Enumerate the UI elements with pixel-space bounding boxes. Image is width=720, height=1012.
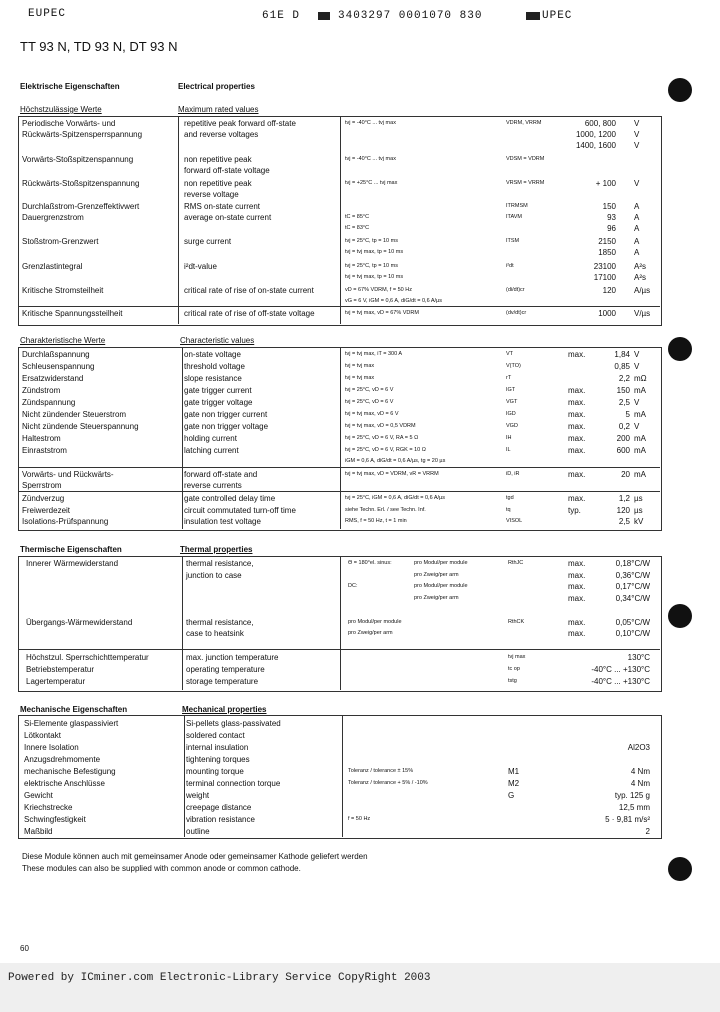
row-value: 2150 — [598, 237, 616, 246]
row-symbol: VGD — [506, 423, 518, 429]
row-value: 4 Nm — [630, 779, 650, 788]
row-value: 4 Nm — [630, 767, 650, 776]
row-divider — [18, 649, 660, 650]
row-label-de: Höchstzul. Sperrschichttemperatur — [26, 653, 149, 662]
row-value: 17100 — [593, 273, 616, 282]
punch-hole-icon — [668, 78, 692, 102]
row-condition: tvj = +25°C ... tvj max — [345, 180, 398, 186]
column-divider — [340, 556, 341, 690]
row-value: 150 — [616, 386, 630, 395]
row-unit: kV — [634, 517, 644, 526]
row-symbol: (dv/dt)cr — [506, 310, 527, 316]
row-condition: DC: — [348, 583, 358, 589]
row-condition: RMS, f = 50 Hz, t = 1 min — [345, 518, 407, 524]
row-value: 23100 — [593, 262, 616, 271]
row-unit: V — [634, 119, 640, 128]
row-qualifier: max. — [568, 571, 586, 580]
row-label-de: Rückwärts-Spitzensperrspannung — [22, 130, 143, 139]
row-symbol: tq — [506, 507, 511, 513]
row-condition: tvj = 25°C, tp = 10 ms — [345, 263, 398, 269]
section-max-en: Maximum rated values — [178, 105, 259, 114]
row-condition: tvj = tvj max, vD = 67% VDRM — [345, 310, 419, 316]
row-value: 120 — [616, 506, 630, 515]
row-unit: A — [634, 248, 640, 257]
row-label-de: Periodische Vorwärts- und — [22, 119, 116, 128]
row-value: 20 — [621, 470, 630, 479]
row-unit: mA — [634, 446, 646, 455]
column-divider — [342, 715, 343, 837]
row-label-en: RMS on-state current — [184, 202, 261, 211]
row-label-en: surge current — [184, 237, 232, 246]
row-label-en: non repetitive peak — [184, 179, 252, 188]
row-qualifier: max. — [568, 422, 586, 431]
row-symbol: tstg — [508, 678, 517, 684]
note-en: These modules can also be supplied with common anode or common cathode. — [22, 864, 301, 873]
row-label-en: internal insulation — [186, 743, 249, 752]
row-symbol: ITRMSM — [506, 203, 528, 209]
row-label-de: Haltestrom — [22, 434, 61, 443]
row-divider — [18, 467, 660, 468]
row-condition: tvj = 25°C, vD = 6 V, RGK = 10 Ω — [345, 447, 426, 453]
row-label-de: Betriebstemperatur — [26, 665, 95, 674]
row-value: 200 — [616, 434, 630, 443]
row-symbol: IH — [506, 435, 512, 441]
row-unit: mΩ — [634, 374, 647, 383]
row-symbol: VDSM = VDRM — [506, 156, 545, 162]
row-symbol: tvj max — [508, 654, 526, 660]
row-unit: µs — [634, 494, 643, 503]
row-symbol: IGD — [506, 411, 516, 417]
row-label-de: Anzugsdrehmomente — [24, 755, 101, 764]
row-value: 1,2 — [618, 494, 630, 503]
row-label-en: max. junction temperature — [186, 653, 279, 662]
row-condition: tC = 83°C — [345, 225, 370, 231]
row-label-de: Rückwärts-Stoßspitzenspannung — [22, 179, 140, 188]
row-symbol: tc op — [508, 666, 520, 672]
section-electrical-en: Electrical properties — [178, 82, 255, 91]
row-qualifier: max. — [568, 410, 586, 419]
row-condition: tvj = tvj max, tp = 10 ms — [345, 274, 404, 280]
row-label-en: critical rate of rise of on-state current — [184, 286, 314, 295]
row-label-en: holding current — [184, 434, 237, 443]
row-label-de: Isolations-Prüfspannung — [22, 517, 109, 526]
row-label-de: Schwingfestigkeit — [24, 815, 86, 824]
row-symbol: IL — [506, 447, 511, 453]
row-symbol: (di/dt)cr — [506, 287, 525, 293]
row-label-de: Lötkontakt — [24, 731, 61, 740]
row-label-de: Lagertemperatur — [26, 677, 86, 686]
row-label-de: Zündverzug — [22, 494, 65, 503]
row-symbol: V(TO) — [506, 363, 521, 369]
row-label-de: Si-Elemente glaspassiviert — [24, 719, 119, 728]
row-value: typ. 125 g — [614, 791, 650, 800]
footer-copyright: Powered by ICminer.com Electronic-Library Service CopyRight 2003 — [8, 972, 431, 984]
row-label-de: Kritische Spannungssteilheit — [22, 309, 123, 318]
header-code: 61E D — [262, 10, 301, 22]
row-qualifier: max. — [568, 559, 586, 568]
column-divider — [182, 347, 183, 529]
section-electrical-de: Elektrische Eigenschaften — [20, 82, 120, 91]
row-label-en: gate trigger current — [184, 386, 252, 395]
row-label-de: Ersatzwiderstand — [22, 374, 84, 383]
row-qualifier: typ. — [568, 506, 581, 515]
row-label-en: average on-state current — [184, 213, 272, 222]
section-max-de: Höchstzulässige Werte — [20, 105, 102, 114]
row-symbol: ITAVM — [506, 214, 522, 220]
row-condition-2: pro Zweig/per arm — [414, 595, 459, 601]
row-label-en: slope resistance — [184, 374, 242, 383]
row-symbol: VISOL — [506, 518, 523, 524]
row-value: 2,5 — [618, 398, 630, 407]
row-value: 0,10°C/W — [615, 629, 650, 638]
row-symbol: rT — [506, 375, 512, 381]
row-condition: tC = 85°C — [345, 214, 370, 220]
row-label-en: soldered contact — [186, 731, 245, 740]
row-label-de: Nicht zündender Steuerstrom — [22, 410, 127, 419]
row-label-de: Durchlaßspannung — [22, 350, 90, 359]
brand-logo: EUPEC — [28, 8, 67, 20]
row-qualifier: max. — [568, 629, 586, 638]
footer-bar — [0, 963, 720, 1012]
row-label-en: on-state voltage — [184, 350, 241, 359]
row-condition: tvj = tvj max, vD = VDRM, vR = VRRM — [345, 471, 439, 477]
row-label-en: tightening torques — [186, 755, 250, 764]
header-barcode: 3403297 0001070 830 — [338, 10, 483, 22]
row-symbol: G — [508, 791, 515, 800]
row-label-de: Vorwärts-Stoßspitzenspannung — [22, 155, 134, 164]
row-unit: mA — [634, 386, 646, 395]
row-symbol: i²dt — [506, 263, 514, 269]
row-condition: tvj = -40°C ... tvj max — [345, 120, 396, 126]
row-qualifier: max. — [568, 446, 586, 455]
row-label-de: Innerer Wärmewiderstand — [26, 559, 119, 568]
row-condition: tvj = tvj max, vD = 0,5 VDRM — [345, 423, 416, 429]
row-label-en: gate controlled delay time — [184, 494, 276, 503]
row-unit: V/µs — [634, 309, 651, 318]
row-qualifier: max. — [568, 470, 586, 479]
row-label-de: Kriechstrecke — [24, 803, 73, 812]
row-label-de: Maßbild — [24, 827, 53, 836]
section-char-en: Characteristic values — [180, 336, 255, 345]
row-value: 2,5 — [618, 517, 630, 526]
row-label-en: forward off-state and — [184, 470, 258, 479]
row-label-en: outline — [186, 827, 210, 836]
row-label-en: junction to case — [186, 571, 242, 580]
row-qualifier: max. — [568, 618, 586, 627]
row-qualifier: max. — [568, 386, 586, 395]
row-label-en: and reverse voltages — [184, 130, 259, 139]
row-label-de: Dauergrenzstrom — [22, 213, 84, 222]
row-condition: tvj = -40°C ... tvj max — [345, 156, 396, 162]
punch-hole-icon — [668, 337, 692, 361]
row-qualifier: max. — [568, 582, 586, 591]
row-condition: tvj = tvj max — [345, 375, 375, 381]
row-label-en: circuit commutated turn-off time — [184, 506, 296, 515]
row-label-en: vibration resistance — [186, 815, 255, 824]
row-unit: V — [634, 179, 640, 188]
row-label-en: reverse currents — [184, 481, 242, 490]
row-unit: mA — [634, 410, 646, 419]
row-symbol: M2 — [508, 779, 520, 788]
row-value: 12,5 mm — [618, 803, 650, 812]
row-value: 0,05°C/W — [615, 618, 650, 627]
row-label-en: thermal resistance, — [186, 559, 254, 568]
row-value: 5 — [625, 410, 630, 419]
row-condition: tvj = 25°C, vD = 6 V — [345, 399, 394, 405]
punch-hole-icon — [668, 604, 692, 628]
row-label-de: Gewicht — [24, 791, 53, 800]
row-condition: tvj = tvj max — [345, 363, 375, 369]
row-label-de: Stoßstrom-Grenzwert — [22, 237, 99, 246]
row-symbol: VT — [506, 351, 514, 357]
row-unit: A — [634, 202, 640, 211]
row-symbol: RthCK — [508, 619, 525, 625]
row-value: -40°C ... +130°C — [591, 677, 650, 686]
row-symbol: VRSM = VRRM — [506, 180, 545, 186]
row-condition: Θ = 180°el. sinus: — [348, 560, 392, 566]
row-value: 93 — [607, 213, 616, 222]
row-symbol: iD, iR — [506, 471, 520, 477]
row-unit: A²s — [634, 262, 646, 271]
section-thermal-en: Thermal properties — [180, 545, 253, 554]
row-unit: V — [634, 130, 640, 139]
row-value: 2,2 — [618, 374, 630, 383]
row-value: + 100 — [595, 179, 616, 188]
row-label-en: gate non trigger voltage — [184, 422, 269, 431]
row-condition: siehe Techn. Erl. / see Techn. Inf. — [345, 507, 426, 513]
section-thermal-de: Thermische Eigenschaften — [20, 545, 122, 554]
punch-hole-icon — [668, 857, 692, 881]
row-symbol: VDRM, VRRM — [506, 120, 542, 126]
row-label-en: case to heatsink — [186, 629, 244, 638]
row-value: 0,2 — [618, 422, 630, 431]
row-label-en: gate trigger voltage — [184, 398, 253, 407]
row-qualifier: max. — [568, 434, 586, 443]
row-label-en: latching current — [184, 446, 239, 455]
row-label-en: mounting torque — [186, 767, 244, 776]
barcode-mark-icon — [318, 12, 330, 20]
row-value: 130°C — [627, 653, 650, 662]
row-qualifier: max. — [568, 398, 586, 407]
row-unit: V — [634, 141, 640, 150]
row-value: 1400, 1600 — [575, 141, 616, 150]
row-label-en: creepage distance — [186, 803, 252, 812]
row-value: Al2O3 — [627, 743, 650, 752]
row-condition: tvj = tvj max, tp = 10 ms — [345, 249, 404, 255]
row-value: 600 — [616, 446, 630, 455]
row-label-en: threshold voltage — [184, 362, 245, 371]
row-unit: A²s — [634, 273, 646, 282]
row-label-de: Innere Isolation — [24, 743, 79, 752]
row-unit: mA — [634, 470, 646, 479]
row-value: 150 — [602, 202, 616, 211]
column-divider — [184, 715, 185, 837]
row-condition: f = 50 Hz — [348, 816, 371, 822]
row-label-de: Freiwerdezeit — [22, 506, 71, 515]
row-unit: µs — [634, 506, 643, 515]
page-title: TT 93 N, TD 93 N, DT 93 N — [20, 39, 178, 54]
row-unit: mA — [634, 434, 646, 443]
row-condition: tvj = 25°C, vD = 6 V — [345, 387, 394, 393]
row-qualifier: max. — [568, 594, 586, 603]
row-unit: V — [634, 362, 640, 371]
row-label-en: weight — [186, 791, 210, 800]
row-label-en: storage temperature — [186, 677, 259, 686]
row-value: 0,85 — [614, 362, 630, 371]
row-label-de: Grenzlastintegral — [22, 262, 83, 271]
row-label-de: Nicht zündende Steuerspannung — [22, 422, 139, 431]
row-condition: Toleranz / tolerance + 5% / -10% — [348, 780, 428, 786]
row-value: 1000 — [598, 309, 616, 318]
row-unit: A/µs — [634, 286, 651, 295]
page-number: 60 — [20, 944, 29, 953]
section-mech-en: Mechanical properties — [182, 705, 267, 714]
row-label-de: Schleusenspannung — [22, 362, 95, 371]
row-condition: tvj = 25°C, vD = 6 V, RA = 5 Ω — [345, 435, 419, 441]
row-condition-2: pro Modul/per module — [414, 583, 468, 589]
row-divider — [18, 491, 660, 492]
row-condition: Toleranz / tolerance ± 15% — [348, 768, 414, 774]
row-label-de: Einraststrom — [22, 446, 67, 455]
row-value: -40°C ... +130°C — [591, 665, 650, 674]
row-condition: tvj = 25°C, tp = 10 ms — [345, 238, 398, 244]
row-condition: tvj = 25°C, iGM = 0,6 A, diG/dt = 0,6 A/µs — [345, 495, 445, 501]
row-label-de: mechanische Befestigung — [24, 767, 116, 776]
row-qualifier: max. — [568, 350, 586, 359]
note-de: Diese Module können auch mit gemeinsamer Anode oder gemeinsamer Kathode geliefert werden — [22, 852, 368, 861]
row-value: 0,18°C/W — [615, 559, 650, 568]
row-symbol: RthJC — [508, 560, 524, 566]
row-value: 96 — [607, 224, 616, 233]
row-label-de: Durchlaßstrom-Grenzeffektivwert — [22, 202, 140, 211]
row-label-en: Si-pellets glass-passivated — [186, 719, 281, 728]
row-condition: vD = 67% VDRM, f = 50 Hz — [345, 287, 412, 293]
row-condition: iGM = 0,6 A, diG/dt = 0,6 A/µs, tg = 20 µs — [345, 458, 446, 464]
column-divider — [182, 556, 183, 690]
row-value: 1,84 — [614, 350, 630, 359]
row-value: 0,34°C/W — [615, 594, 650, 603]
row-label-de: Übergangs-Wärmewiderstand — [26, 618, 133, 627]
row-value: 1000, 1200 — [575, 130, 616, 139]
row-condition: vG = 6 V, iGM = 0,6 A, diG/dt = 0,6 A/µs — [345, 298, 442, 304]
row-label-de: Zündspannung — [22, 398, 76, 407]
barcode-mark-icon — [526, 12, 540, 20]
section-char-de: Charakteristische Werte — [20, 336, 106, 345]
row-symbol: M1 — [508, 767, 520, 776]
row-symbol: tgd — [506, 495, 514, 501]
row-label-en: insulation test voltage — [184, 517, 261, 526]
row-value: 600, 800 — [584, 119, 616, 128]
row-unit: A — [634, 237, 640, 246]
row-label-en: non repetitive peak — [184, 155, 252, 164]
row-condition: pro Zweig/per arm — [348, 630, 393, 636]
row-label-en: i²dt-value — [184, 262, 217, 271]
row-value: 5 · 9,81 m/s² — [605, 815, 650, 824]
row-value: 2 — [645, 827, 650, 836]
column-divider — [340, 116, 341, 324]
row-condition-2: pro Modul/per module — [414, 560, 468, 566]
column-divider — [178, 116, 179, 324]
row-symbol: IGT — [506, 387, 516, 393]
row-label-en: forward off-state voltage — [184, 166, 270, 175]
row-condition-2: pro Zweig/per arm — [414, 572, 459, 578]
row-qualifier: max. — [568, 494, 586, 503]
row-label-en: operating temperature — [186, 665, 265, 674]
row-unit: A — [634, 224, 640, 233]
row-label-en: repetitive peak forward off-state — [184, 119, 296, 128]
row-symbol: VGT — [506, 399, 518, 405]
row-condition: tvj = tvj max, vD = 6 V — [345, 411, 399, 417]
row-value: 120 — [602, 286, 616, 295]
row-unit: V — [634, 422, 640, 431]
row-label-de: Sperrstrom — [22, 481, 62, 490]
row-condition: pro Modul/per module — [348, 619, 402, 625]
row-label-de: Vorwärts- und Rückwärts- — [22, 470, 114, 479]
row-label-en: thermal resistance, — [186, 618, 254, 627]
row-value: 1850 — [598, 248, 616, 257]
row-label-en: terminal connection torque — [186, 779, 281, 788]
row-condition: tvj = tvj max, iT = 300 A — [345, 351, 403, 357]
row-label-en: critical rate of rise of off-state voltage — [184, 309, 315, 318]
row-value: 0,36°C/W — [615, 571, 650, 580]
header-brand-right: UPEC — [542, 10, 573, 22]
row-unit: A — [634, 213, 640, 222]
row-label-en: gate non trigger current — [184, 410, 268, 419]
row-value: 0,17°C/W — [615, 582, 650, 591]
row-label-en: reverse voltage — [184, 190, 239, 199]
column-divider — [340, 347, 341, 529]
row-unit: V — [634, 398, 640, 407]
row-label-de: Zündstrom — [22, 386, 61, 395]
section-mech-de: Mechanische Eigenschaften — [20, 705, 128, 714]
row-divider — [18, 306, 660, 307]
row-unit: V — [634, 350, 640, 359]
row-symbol: ITSM — [506, 238, 520, 244]
row-label-de: Kritische Stromsteilheit — [22, 286, 104, 295]
row-label-de: elektrische Anschlüsse — [24, 779, 105, 788]
